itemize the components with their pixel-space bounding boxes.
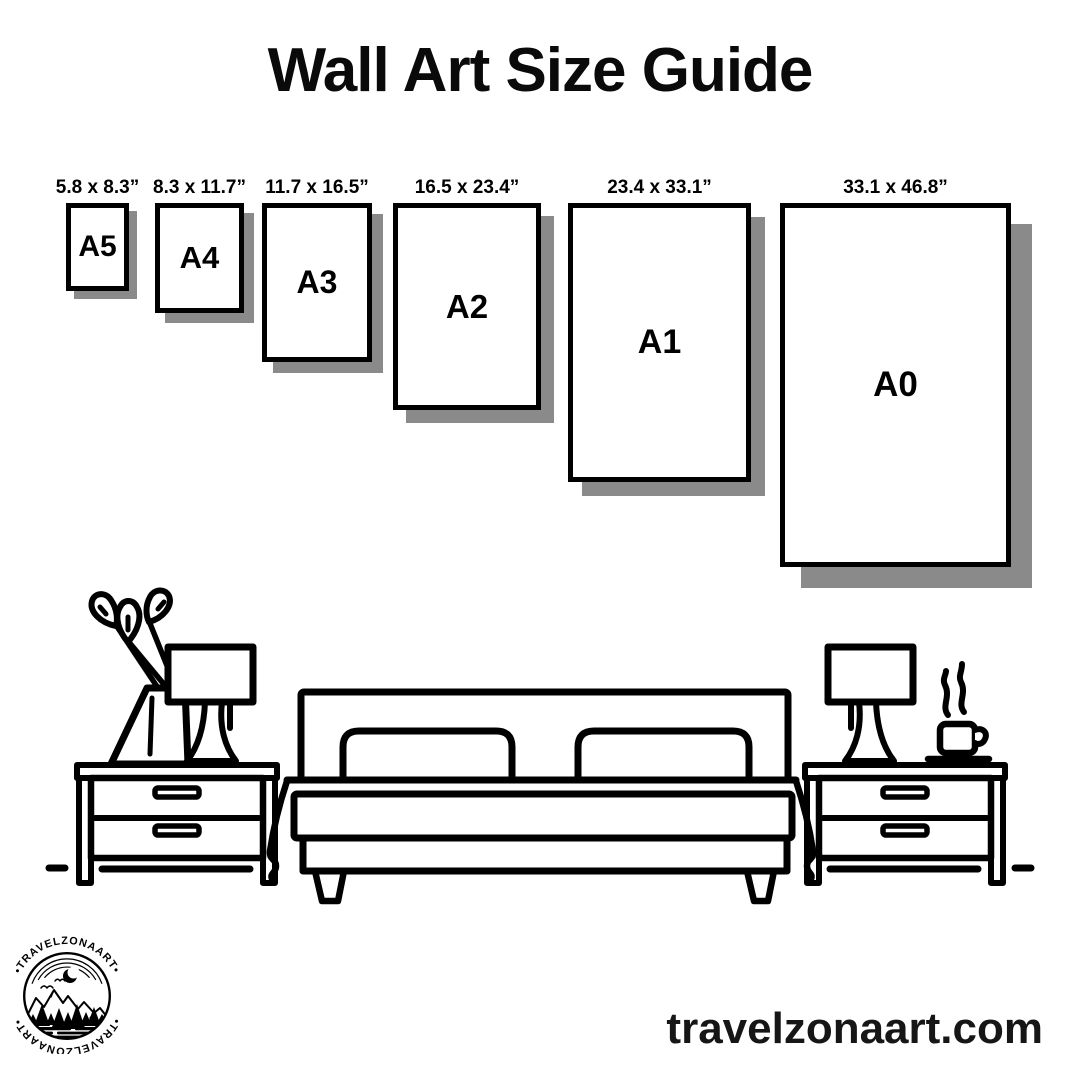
dimension-label-a1: 23.4 x 33.1” bbox=[607, 177, 712, 198]
bird-icon bbox=[41, 986, 53, 988]
bedroom-illustration bbox=[40, 585, 1040, 905]
logo-top-text: •TRAVELZONAART• bbox=[11, 934, 123, 976]
size-name-a5: A5 bbox=[78, 230, 117, 263]
dimension-label-a4: 8.3 x 11.7” bbox=[153, 177, 246, 198]
dimension-label-a2: 16.5 x 23.4” bbox=[414, 177, 520, 198]
nightstand-left-icon bbox=[77, 765, 277, 883]
page-title: Wall Art Size Guide bbox=[267, 36, 813, 105]
size-name-a2: A2 bbox=[445, 287, 489, 325]
dimension-label-a3: 11.7 x 16.5” bbox=[265, 177, 369, 198]
table-lamp-right-icon bbox=[828, 647, 913, 761]
logo-bottom-text: •TRAVELZONAART• bbox=[11, 1016, 123, 1054]
poster-a4 bbox=[153, 177, 246, 313]
pillow-left-icon bbox=[343, 731, 512, 782]
poster-a5 bbox=[55, 177, 140, 291]
poster-a3 bbox=[262, 177, 372, 362]
size-name-a0: A0 bbox=[873, 365, 918, 404]
double-bed-icon bbox=[270, 692, 813, 901]
dimension-label-a0: 33.1 x 46.8” bbox=[843, 177, 948, 198]
svg-text:•TRAVELZONAART• bbox=[12, 935, 122, 976]
dimension-label-a5: 5.8 x 8.3” bbox=[55, 177, 140, 198]
size-name-a3: A3 bbox=[296, 264, 338, 300]
bird-icon bbox=[55, 979, 65, 981]
pillow-right-icon bbox=[578, 731, 749, 782]
coffee-cup-icon bbox=[928, 664, 989, 759]
size-name-a1: A1 bbox=[637, 323, 682, 361]
website-url: travelzonaart.com bbox=[666, 1004, 1043, 1053]
poster-a2 bbox=[393, 177, 541, 410]
size-name-a4: A4 bbox=[179, 240, 220, 275]
poster-a1 bbox=[568, 177, 751, 482]
nightstand-right-icon bbox=[805, 765, 1005, 883]
poster-a0 bbox=[780, 177, 1011, 567]
brand-logo bbox=[7, 934, 127, 1054]
